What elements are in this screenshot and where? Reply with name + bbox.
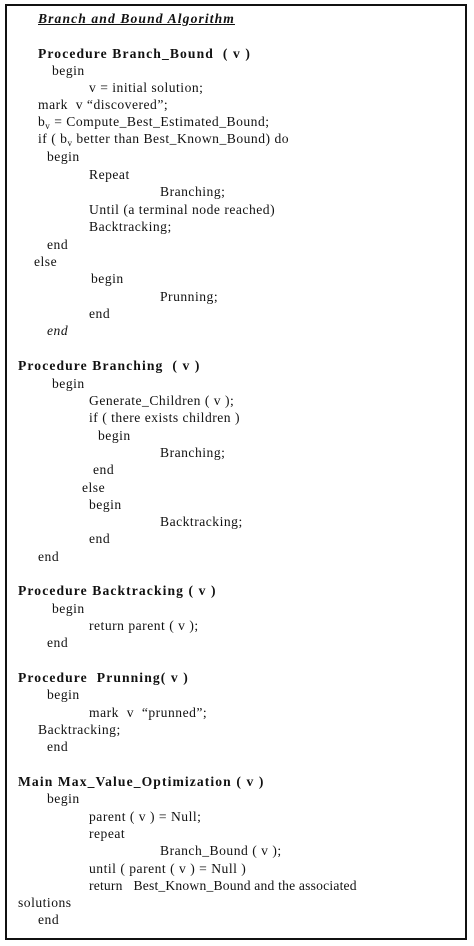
code-line: parent ( v ) = Null; bbox=[89, 809, 202, 824]
code-line: begin bbox=[91, 271, 124, 286]
code-line: end bbox=[89, 531, 111, 546]
main-header: Main Max_Value_Optimization ( v ) bbox=[18, 774, 265, 789]
code-line: begin bbox=[52, 376, 85, 391]
algorithm-title: Branch and Bound Algorithm bbox=[38, 11, 235, 26]
code-line: repeat bbox=[89, 826, 126, 841]
code-line: return parent ( v ); bbox=[89, 618, 199, 633]
code-line: begin bbox=[89, 497, 122, 512]
code-line: return Best_Known_Bound and the associated bbox=[89, 878, 357, 893]
code-line: end bbox=[89, 306, 111, 321]
code-line: if ( $b_v$ better than Best_Known_Bound) do bbox=[38, 131, 290, 148]
code-line: if ( there exists children ) bbox=[89, 410, 241, 425]
code-line: Repeat bbox=[89, 167, 130, 182]
code-line: Backtracking; bbox=[160, 514, 243, 529]
code-line: Branching; bbox=[160, 445, 226, 460]
code-line: begin bbox=[47, 149, 80, 164]
code-line: Backtracking; bbox=[38, 722, 121, 737]
code-line: begin bbox=[47, 791, 80, 806]
code-line: Until (a terminal node reached) bbox=[89, 202, 276, 217]
code-line: end bbox=[38, 912, 60, 927]
code-line: else bbox=[82, 480, 106, 495]
code-line: end bbox=[47, 635, 69, 650]
code-line: else bbox=[34, 254, 58, 269]
code-line: begin bbox=[52, 601, 85, 616]
code-line: begin bbox=[52, 63, 85, 78]
code-line: v = initial solution; bbox=[89, 80, 204, 95]
code-line: end bbox=[47, 323, 69, 338]
code-line: Backtracking; bbox=[89, 219, 172, 234]
code-line: mark v “discovered”; bbox=[38, 97, 169, 112]
code-line: end bbox=[93, 462, 115, 477]
code-line: begin bbox=[47, 687, 80, 702]
code-line: begin bbox=[98, 428, 131, 443]
code-line: end bbox=[47, 739, 69, 754]
prunning-header: Procedure Prunning( v ) bbox=[18, 670, 189, 685]
code-line: Generate_Children ( v ); bbox=[89, 393, 235, 408]
code-line: Branching; bbox=[160, 184, 226, 199]
code-line: mark v “prunned”; bbox=[89, 705, 208, 720]
code-line: end bbox=[38, 549, 60, 564]
branch-bound-header: Procedure Branch_Bound ( v ) bbox=[38, 46, 252, 61]
code-line: $b_v$ = Compute_Best_Estimated_Bound; bbox=[38, 114, 270, 131]
backtracking-header: Procedure Backtracking ( v ) bbox=[18, 583, 217, 598]
code-line: solutions bbox=[18, 895, 72, 910]
code-line: until ( parent ( v ) = Null ) bbox=[89, 861, 247, 876]
code-line: Prunning; bbox=[160, 289, 219, 304]
code-line: Branch_Bound ( v ); bbox=[160, 843, 282, 858]
branching-header: Procedure Branching ( v ) bbox=[18, 358, 201, 373]
code-line: end bbox=[47, 237, 69, 252]
